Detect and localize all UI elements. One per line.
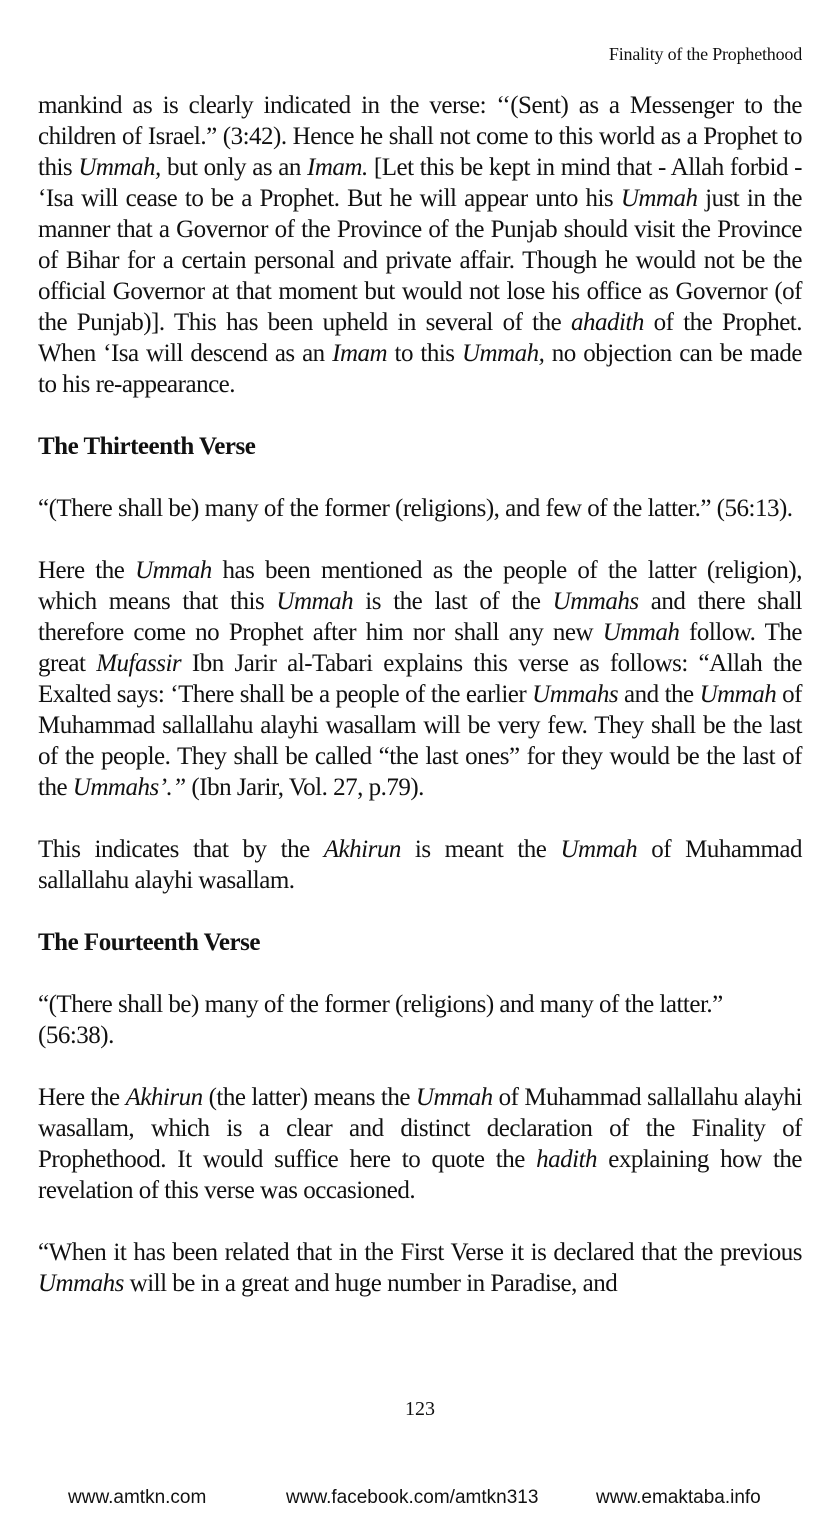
footer-link-amtkn[interactable]: www.amtkn.com	[68, 1487, 207, 1508]
page-number: 123	[405, 1398, 435, 1420]
paragraph-hadith-quote: “When it has been related that in the First Verse it is declared that the previous Ummahs will be in a great and huge number in Paradise, and	[38, 1239, 802, 1297]
footer-link-emaktaba[interactable]: www.emaktaba.info	[596, 1487, 761, 1508]
running-title: Finality of the Prophethood	[608, 44, 802, 64]
footer-link-facebook[interactable]: www.facebook.com/amtkn313	[286, 1487, 539, 1508]
paragraph-akhirun: This indicates that by the Akhirun is meant the Ummah of Muhammad sallallahu alayhi wasallam.	[38, 836, 802, 894]
paragraph-isa-imam: mankind as is clearly indicated in the verse: ‘‘(Sent) as a Messenger to the children of Israel.” (3:42). Hence he shall not come to this world as a Prophet to this Ummah, but only as an Imam. [Let this be kept in mind that - Allah forbid - ‘Isa will cease to be a Prophet. But he will appear unto his Ummah just in the manner that a Governor of the Province of the Punjab should visit the Province of Bihar for a certain personal and private affair. Though he would not be the official Governor at that moment but would not lose his office as Governor (of the Punjab)]. This has been upheld in several of the ahadith of the Prophet. When ‘Isa will descend as an Imam to this Ummah, no objection can be made to his re-appearance.	[38, 92, 803, 398]
heading-fourteenth-verse: The Fourteenth Verse	[38, 929, 260, 956]
quote-verse-56-38: “(There shall be) many of the former (religions) and many of the latter.” (56:38).	[38, 991, 723, 1049]
paragraph-finality: Here the Akhirun (the latter) means the Ummah of Muhammad sallallahu alayhi wasallam, which is a clear and distinct declaration of the Finality of Prophethood. It would suffice here to quote the hadith explaining how the revelation of this verse was occasioned.	[38, 1084, 802, 1204]
heading-thirteenth-verse: The Thirteenth Verse	[38, 433, 256, 460]
quote-verse-56-13: “(There shall be) many of the former (religions), and few of the latter.” (56:13).	[38, 495, 793, 522]
paragraph-ummah-last: Here the Ummah has been mentioned as the people of the latter (religion), which means that this Ummah is the last of the Ummahs and there shall therefore come no Prophet after him nor shall any new Ummah follow. The great Mufassir Ibn Jarir al-Tabari explains this verse as follows: “Allah the Exalted says: ‘There shall be a people of the earlier Ummahs and the Ummah of Muhammad sallallahu alayhi wasallam will be very few. They shall be the last of the people. They shall be called “the last ones” for they would be the last of the Ummahs’.” (Ibn Jarir, Vol. 27, p.79).	[38, 557, 803, 801]
page-body	[38, 90, 802, 1299]
footer-links	[0, 1487, 840, 1517]
